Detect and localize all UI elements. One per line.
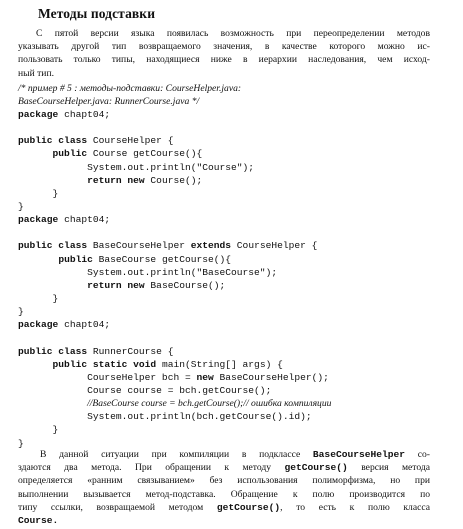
outro-paragraph: [18, 448, 430, 527]
method-name-inline: getCourse(): [216, 501, 281, 513]
code-line: [18, 358, 331, 371]
code-keyword: package: [18, 214, 59, 226]
code-keyword: public class: [18, 240, 88, 252]
code-text: Course getCourse(){: [87, 148, 203, 160]
code-text: Course();: [144, 174, 203, 186]
code-indent: [18, 424, 53, 435]
outro-text: здаются два метода. При обращении к методу: [18, 462, 285, 474]
code-text: chapt04;: [58, 109, 111, 120]
code-text: main(String[] args) {: [156, 358, 283, 370]
outro-text: , то есть к полю класса: [280, 501, 430, 513]
code-text: }: [18, 306, 24, 318]
code-line: [18, 174, 331, 187]
code-indent: [18, 254, 58, 265]
code-keyword: public: [58, 253, 93, 265]
code-text: System.out.println("BaseCourse");: [87, 266, 278, 278]
outro-text: В данной ситуации при компиляции в подклассе: [40, 449, 313, 460]
code-keyword: new: [196, 371, 214, 383]
code-indent: [18, 385, 87, 396]
outro-text: версия метода: [347, 462, 430, 474]
code-line: [18, 161, 331, 174]
code-line: [18, 121, 331, 134]
code-text: BaseCourseHelper();: [213, 371, 329, 383]
code-indent: [18, 175, 87, 186]
code-indent: [18, 293, 53, 304]
code-line: [18, 134, 331, 147]
code-line: [18, 305, 331, 318]
code-text: chapt04;: [58, 214, 111, 226]
code-line: [18, 423, 331, 436]
method-name-inline: getCourse(): [284, 462, 348, 474]
intro-line: ный тип.: [18, 67, 54, 79]
outro-text: со-: [405, 449, 430, 460]
code-keyword: public class: [18, 135, 88, 147]
code-indent: [18, 188, 53, 199]
code-indent: [18, 359, 53, 370]
code-indent: [18, 372, 87, 383]
outro-line: Course.: [18, 515, 59, 527]
section-heading: Методы подставки: [38, 6, 156, 21]
code-keyword: public static void: [52, 358, 157, 370]
code-line: [18, 397, 331, 410]
code-line: [18, 371, 331, 384]
code-text: RunnerCourse {: [87, 345, 174, 357]
code-line: [18, 226, 331, 239]
code-keyword: extends: [190, 240, 232, 252]
code-indent: [18, 148, 53, 159]
example-comment-line-1: /* пример # 5 : методы-подставки: CourseHelper.java:: [18, 83, 242, 94]
code-text: CourseHelper {: [231, 240, 318, 252]
code-line: [18, 213, 331, 226]
outro-line: определяется «ранним связыванием» без использования полиморфизма, но при: [18, 475, 430, 487]
code-line: [18, 345, 331, 358]
code-indent: [18, 162, 87, 173]
code-line: [18, 253, 331, 266]
code-line: [18, 108, 331, 121]
code-line: [18, 292, 331, 305]
code-text: chapt04;: [58, 319, 111, 331]
outro-line: [18, 461, 430, 474]
code-keyword: return new: [87, 279, 145, 291]
code-line: [18, 279, 331, 292]
outro-line: [18, 448, 430, 461]
code-line: [18, 410, 331, 423]
code-text: CourseHelper {: [87, 135, 174, 147]
intro-paragraph: [18, 27, 430, 80]
code-line: [18, 331, 331, 344]
code-line: [18, 187, 331, 200]
code-text: BaseCourse();: [144, 279, 226, 291]
code-text: }: [18, 437, 24, 449]
code-text: }: [52, 187, 59, 199]
code-indent: [18, 267, 87, 278]
code-text: }: [18, 200, 24, 212]
code-keyword: package: [18, 319, 59, 331]
code-keyword: package: [18, 109, 59, 120]
code-indent: [18, 280, 87, 291]
code-line: [18, 147, 331, 160]
intro-line: С пятой версии языка появилась возможность при переопределении методов: [36, 28, 430, 39]
intro-line: указывать другой тип возвращаемого значения, в качестве которого можно ис-: [18, 41, 430, 53]
code-text: BaseCourse getCourse(){: [92, 253, 232, 265]
code-line: [18, 266, 331, 279]
code-line: [18, 239, 331, 252]
code-text: System.out.println("Course");: [87, 161, 255, 173]
code-listing: [18, 108, 331, 450]
code-text: Course course = bch.getCourse();: [87, 384, 272, 396]
code-keyword: return new: [87, 174, 145, 186]
code-keyword: public class: [18, 345, 88, 357]
intro-line: пользовать только типы, находящиеся ниже в иерархии наследования, чем исход-: [18, 54, 430, 66]
outro-text: типу ссылки, возвращаемой методом: [18, 501, 217, 513]
code-text: }: [52, 292, 59, 304]
outro-line: выполнении вызывается метод-подставка. Обращение к полю производится по: [18, 488, 430, 500]
code-text: BaseCourseHelper: [87, 240, 191, 252]
code-indent: [18, 398, 87, 409]
code-text: }: [52, 424, 59, 436]
code-indent: [18, 411, 87, 422]
code-keyword: public: [52, 148, 88, 160]
code-line: [18, 318, 331, 331]
outro-line: [18, 501, 430, 514]
code-line: [18, 200, 331, 213]
example-comment-line-2: BaseCourseHelper.java: RunnerCourse.java */: [18, 96, 200, 107]
code-comment: //BaseCourse course = bch.getCourse();// ошибка компиляции: [87, 398, 332, 410]
class-name-inline: BaseCourseHelper: [312, 449, 406, 460]
code-line: [18, 384, 331, 397]
code-text: CourseHelper bch =: [87, 371, 197, 383]
code-text: System.out.println(bch.getCourse().id);: [87, 411, 312, 423]
